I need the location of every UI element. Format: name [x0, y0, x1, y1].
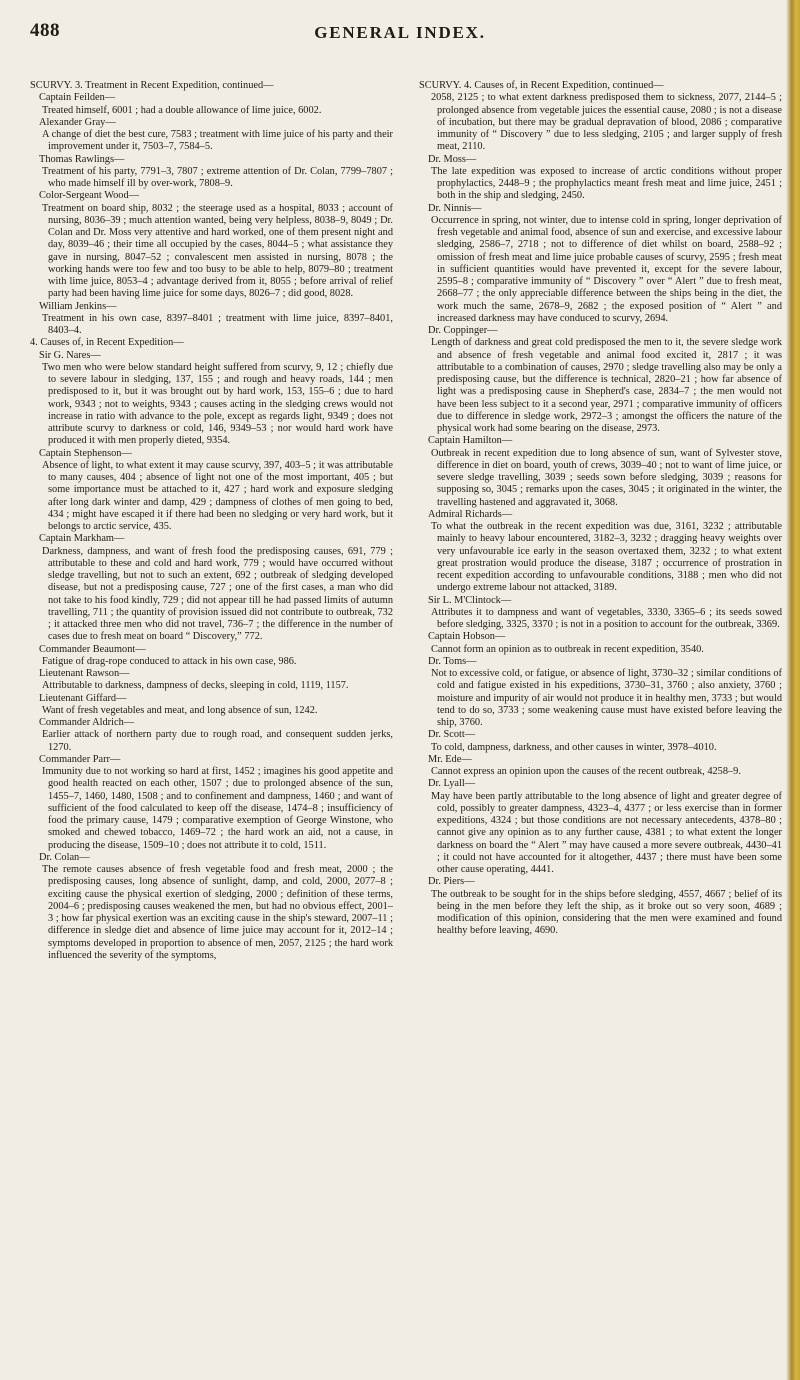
witness-name: Alexander Gray—: [39, 116, 116, 128]
index-entry-text: The remote causes absence of fresh vegetable food and fresh meat, 2000 ; the predisposing causes, long absence of sunlight, damp, and cold, 2000, 2077–8 ; exciting cause the physical exertion of sledging, 2000 ; definition of these terms, 2004–6 ; predisposing causes weakened the men, but had no obvious effect, 2001–3 ; how far physical exertion was an exciting cause in the ship's steward, 2007–11 ; difference in sledge diet and absence of lime juice may account for it, 2012–14 ; symptoms developed in proportion to absence of men, 2057, 2125 ; the hard work influenced the severity of the symptoms,: [42, 864, 393, 961]
heading-text: 4. Causes of, in Recent Expedition, continued—: [461, 80, 664, 91]
index-entry-text: Length of darkness and great cold predisposed the men to it, the severe sledge work and absence of fresh vegetable and animal food excited it, 2817 ; it was attributable to a combination of causes, 2970 ; sledge travelling also may be only a predisposing cause, but the difference is technical, 2820–21 ; how far absence of light was a predisposing cause in Shepherd's case, 2834–7 ; the men would not have been less subject to it a second year, 2971 ; comparative immunity of officers due to difference in sledge work, 2972–3 ; amongst the officers the nature of the physical work had some bearing on the disease, 2973.: [431, 337, 782, 434]
witness-name: Color-Sergeant Wood—: [39, 190, 139, 202]
left-column: [30, 80, 393, 1368]
witness-name: Dr. Coppinger—: [428, 325, 498, 336]
index-entry-text: Treatment of his party, 7791–3, 7807 ; extreme attention of Dr. Colan, 7799–7807 ; who made himself ill by over-work, 7808–9.: [42, 165, 393, 189]
index-entry-text: Not to excessive cold, or fatigue, or absence of light, 3730–32 ; similar conditions of cold and fatigue existed in his expeditions, 3730–31, 3760 ; also anxiety, 3760 ; moisture and impurity of air would not produce it in healthy men, 3733 ; but would tend to do so, 3733 ; some weakening cause must have existed before leaving the ship, 3760.: [431, 668, 782, 728]
heading-lead: SCURVY.: [30, 80, 73, 91]
witness-name: Captain Markham—: [39, 533, 125, 545]
index-entry-text: The late expedition was exposed to increase of arctic conditions without proper prophylactics, 2448–9 ; the prophylactics meant fresh meat and lime juice, 2451 ; both in the ship and sledging, 2450.: [431, 165, 782, 202]
witness-name: Captain Feilden—: [39, 92, 116, 104]
witness-name: Commander Aldrich—: [39, 717, 135, 728]
page-edge-tab: [786, 0, 800, 1380]
index-entry-text: Want of fresh vegetables and meat, and long absence of sun, 1242.: [42, 704, 318, 716]
index-entry-text: Attributable to darkness, dampness of decks, sleeping in cold, 1119, 1157.: [42, 680, 349, 692]
witness-name: Lieutenant Giffard—: [39, 692, 127, 704]
witness-name: Commander Beaumont—: [39, 643, 146, 655]
witness-name: Lieutenant Rawson—: [39, 668, 130, 679]
index-entry-text: Darkness, dampness, and want of fresh food the predisposing causes, 691, 779 ; attributable to these and cold and hard work, 779 ; would have occurred without sledge travelling, but not to such an extent, 692 ; outbreak of sledging developed disease, but not a predisposing cause, 727 ; one of the first cases, a man who did not take to his food kindly, 729 ; did not appear till he had passed limits of autumn travelling, 711 ; the quantity of provision issued did not contribute to outbreak, 732 ; it attacked three men who did not travel, 736–7 ; the difference in the number of cases due to fresh meat on board “ Discovery,” 772.: [42, 545, 393, 643]
index-entry-text: Absence of light, to what extent it may cause scurvy, 397, 403–5 ; it was attributable to many causes, 404 ; absence of light not one of the most important, 405 ; but some importance must be attached to it, 427 ; hard work and exposure sledging after long dark winter and damp, 429 ; dampness of clothes of men going to bed, 434 ; might have escaped it if there had been no sledging or very hard work, but it belongs to arctic service, 435.: [42, 459, 393, 532]
witness-name: Dr. Piers—: [428, 876, 475, 888]
witness-name: Captain Hobson—: [428, 631, 506, 643]
index-entry-text: A change of diet the best cure, 7583 ; treatment with lime juice of his party and their improvement under it, 7503–7, 7584–5.: [42, 129, 393, 153]
index-heading: [30, 337, 393, 349]
witness-name: William Jenkins—: [39, 300, 117, 312]
witness-name: Dr. Moss—: [428, 153, 477, 165]
witness-name: Admiral Richards—: [428, 508, 513, 520]
index-entry-text: Immunity due to not working so hard at first, 1452 ; imagines his good appetite and good health reacted on each other, 1507 ; due to prolonged absence of the sun, 1455–7, 1460, 1480, 1508 ; and to confinement and dampness, 1460 ; and want of sufficient of the food calculated to keep off the disease, 1474–8 ; insufficiency of food the primary cause, 1479 ; comparative exemption of George Winstone, who smoked and chewed tobacco, 1469–72 ; the hard work an aid, not a cause, in producing the disease, 1509–10 ; does not attribute it to cold, 1511.: [42, 766, 393, 851]
page-number: 488: [30, 20, 60, 41]
index-entry-text: May have been partly attributable to the long absence of light and greater degree of cold, possibly to greater dampness, 4323–4, 4377 ; or less exercise than in former expeditions, 4324 ; but those conditions are not necessary antecedents, 4378–80 ; cannot give any opinion as to any further cause, 4381 ; to what extent the longer darkness on board the “ Alert ” may have caused a more severe outbreak, 4430–41 ; it could not have accounted for it altogether, 4437 ; there must have been some other cause operating, 4441.: [431, 790, 782, 875]
index-entry-text: Occurrence in spring, not winter, due to intense cold in spring, longer deprivation of fresh vegetable and animal food, absence of sun and exercise, and excessive labour sledging, 2586–7, 2718 ; not to difference of diet whilst on board, 2588–92 ; omission of fresh meat and lime juice probable causes of scurvy, 2595 ; fresh meat in sufficient quantities would have prevented it, except for the severe labour, 2595–8 ; comparative immunity of “ Discovery ” over “ Alert ” due to fresh meat, 2668–77 ; the only appreciable difference between the ships being in the diet, the work much the same, 2678–9, 2682 ; the exposed position of “ Alert ” and increased darkness may have conduced to scurvy, 2694.: [431, 214, 782, 324]
index-entry-text: Earlier attack of northern party due to rough road, and consequent sudden jerks, 1270.: [42, 729, 393, 753]
witness-name: Sir L. M'Clintock—: [428, 594, 512, 606]
witness-name: Commander Parr—: [39, 753, 121, 765]
index-entry-text: Cannot form an opinion as to outbreak in recent expedition, 3540.: [431, 643, 704, 655]
index-entry-text: Treated himself, 6001 ; had a double allowance of lime juice, 6002.: [42, 104, 322, 116]
witness-name: Dr. Toms—: [428, 655, 477, 667]
heading-text: Causes of, in Recent Expedition—: [37, 337, 184, 349]
heading-lead: 4.: [30, 337, 38, 349]
index-entry-text: Attributes it to dampness and want of vegetables, 3330, 3365–6 ; its seeds sowed before sledging, 3325, 3370 ; is not in a position to account for the outbreak, 3369.: [431, 606, 782, 630]
index-entry-text: Outbreak in recent expedition due to long absence of sun, want of Sylvester stove, difference in diet on board, youth of crews, 3039–40 ; not to want of lime juice, or severe sledge travelling, 3039 ; seeds sown before sledging, 3039 ; reasons for supposing so, 3045 ; remarks upon the cases, 3045 ; it originated in the winter, the travelling hastened and aggravated it, 3068.: [431, 447, 782, 508]
index-entry-text: Fatigue of drag-rope conduced to attack in his own case, 986.: [42, 655, 297, 667]
index-entry-text: The outbreak to be sought for in the ships before sledging, 4557, 4667 ; belief of its being in the men before they left the ship, as it broke out so very soon, 4689 ; modification of this opinion, considering that the men were examined and found healthy before leaving, 4690.: [431, 888, 782, 937]
witness-name: Captain Stephenson—: [39, 447, 132, 459]
page-title: GENERAL INDEX.: [314, 23, 486, 42]
index-heading: [30, 80, 393, 92]
index-columns: [30, 80, 782, 1368]
witness-name: Dr. Colan—: [39, 851, 90, 863]
heading-text: 3. Treatment in Recent Expedition, continued—: [72, 80, 274, 91]
index-entry-text: Cannot express an opinion upon the causes of the recent outbreak, 4258–9.: [431, 766, 741, 777]
index-entry-text: To what the outbreak in the recent expedition was due, 3161, 3232 ; attributable mainly to heavy labour encountered, 3182–3, 3232 ; dragging heavy weights over very unfavourable ice early in the season overtaxed them, 3232 ; to what extent great prostration would produce the disease, 3187 ; occurrence of prostration in recent expedition according to unfavourable conditions, 3188 ; men who did not undergo extreme labour not attacked, 3189.: [431, 521, 782, 594]
index-entry-text: 2058, 2125 ; to what extent darkness predisposed them to sickness, 2077, 2144–5 ; prolonged absence from vegetable juices the essential cause, 2080 ; is not a disease of incubation, but there may be gradual depravation of blood, 2086 ; comparative immunity of “ Discovery ” due to less sledging, 2105 ; and larger supply of fresh meat, 2110.: [431, 92, 782, 153]
witness-name: Dr. Scott—: [428, 729, 476, 741]
witness-name: Mr. Ede—: [428, 753, 472, 765]
witness-name: Dr. Lyall—: [428, 778, 476, 790]
index-entry-text: Two men who were below standard height suffered from scurvy, 9, 12 ; chiefly due to severe labour in sledging, 137, 155 ; and rough and heavy roads, 144 ; men predisposed to it, but it was brought out by hard work, 153, 155–6 ; due to hard work, 9343 ; not to weights, 9343 ; causes acting in the sledging crews would not increase in ratio with advance to the pole, except as regards light, 9349 ; does not attribute scurvy to darkness or cold, 146, 9349–53 ; nor would hard work have produced it with men properly dieted, 9354.: [42, 361, 393, 447]
index-entry-text: Treatment on board ship, 8032 ; the steerage used as a hospital, 8033 ; account of nursing, 8036–39 ; much attention wanted, being very helpless, 8038–9, 8049 ; Dr. Colan and Dr. Moss very attentive and hard worked, one of them present night and day, 8039–46 ; their time all occupied by the cases, 8044–5 ; what assistance they gave in nursing, 8047–52 ; convalescent men assisted in nursing, 8078 ; the working hands were too few and too busy to be able to help, 8079–80 ; treatment with lime juice, 8053–4 ; advantage derived from it, 8055 ; before arrival of relief party had been having lime juice for some days, 8026–7 ; did good, 8028.: [42, 202, 393, 300]
witness-name: Thomas Rawlings—: [39, 153, 125, 165]
heading-lead: SCURVY.: [419, 80, 462, 91]
index-entry-text: Treatment in his own case, 8397–8401 ; treatment with lime juice, 8397–8401, 8403–4.: [42, 312, 393, 336]
witness-name: Dr. Ninnis—: [428, 202, 482, 214]
right-column: [419, 80, 782, 1368]
index-heading: [419, 80, 782, 92]
witness-name: Captain Hamilton—: [428, 435, 513, 447]
index-entry-text: To cold, dampness, darkness, and other causes in winter, 3978–4010.: [431, 741, 717, 753]
witness-name: Sir G. Nares—: [39, 349, 101, 361]
